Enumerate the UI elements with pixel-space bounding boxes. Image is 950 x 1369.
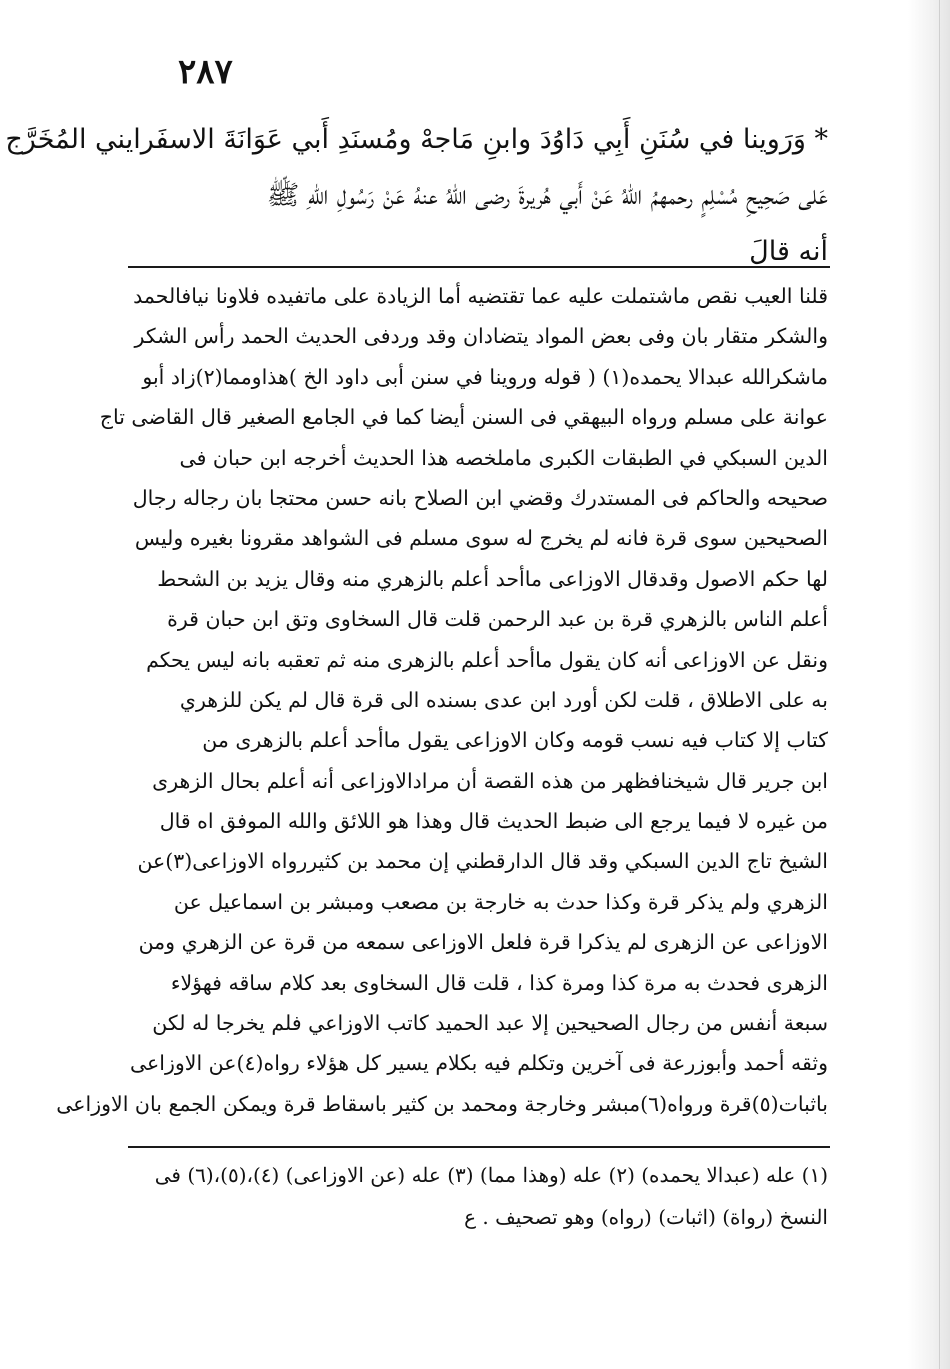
commentary-line: سبعة أنفس من رجال الصحيحين إلا عبد الحميد كاتب الاوزاعي فلم يخرجا له لكن (152, 1011, 828, 1036)
commentary-line: به على الاطلاق ، قلت لكن أورد ابن عدى بسنده الى قرة قال لم يكن للزهري (179, 687, 828, 712)
commentary-line: الزهرى فحدث به مرة كذا ومرة كذا ، قلت قال السخاوى بعد كلام ساقه فهؤلاء (170, 970, 828, 995)
commentary-line: صحيحه والحاكم فى المستدرك وقضي ابن الصلاح بانه حسن محتجا بان رجاله رجال (132, 485, 828, 510)
footnotes-block (132, 1154, 828, 1238)
commentary-line: باثبات(٥)قرة ورواه(٦)مبشر وخارجة ومحمد بن كثير باسقاط قرة ويمكن الجمع بان الاوزاعى (56, 1091, 828, 1116)
commentary-line: وثقه أحمد وأبوزرعة فى آخرين وتكلم فيه بكلام يسير كل هؤلاء رواه(٤)عن الاوزاعى (129, 1051, 828, 1076)
main-text-line: أنه قالَ (749, 236, 828, 267)
commentary-line: الصحيحين سوى قرة فانه لم يخرج له سوى مسلم فى الشواهد مقرونا بغيره وليس (134, 526, 828, 551)
top-divider (128, 266, 830, 268)
commentary-line: عوانة على مسلم ورواه البيهقي فى السنن أيضا كما في الجامع الصغير قال القاضى تاج (99, 405, 828, 430)
commentary-line: ماشكرالله عبدالا يحمده(١) ( قوله وروينا في سنن أبى داود الخ )هذاومما(٢)زاد أبو (142, 364, 828, 389)
binding-line (939, 0, 940, 1369)
main-text-line: عَلى صَحِيحِ مُسْلِمٍ رحمهمُ اللهُ عَنْ أَبي هُريرةَ رضى اللهُ عنهُ عَنْ رَسُولِ اللهِ ﷺ (266, 180, 828, 211)
commentary-line: الاوزاعى عن الزهرى لم يذكرا قرة فلعل الاوزاعى سمعه من قرة عن الزهري ومن (138, 930, 828, 955)
footnote-line: النسخ (رواة) (اثبات) (رواه) وهو تصحيف . ع (464, 1205, 828, 1229)
footnote-line: (١) عله (عبدالا يحمده) (٢) عله (وهذا مما) (٣) عله (عن الاوزاعى) (٤)،(٥)،(٦) فى (154, 1163, 828, 1187)
bottom-divider (128, 1146, 830, 1148)
commentary-line: ونقل عن الاوزاعى أنه كان يقول ماأحد أعلم بالزهرى منه ثم تعقبه بانه ليس يحكم (146, 647, 828, 672)
main-text-line: * وَرَوينا في سُنَنِ أَبِي دَاوُدَ وابنِ مَاجهْ ومُسنَدِ أَبي عَوَانَةَ الاسفَرايني المُخَرَّج (5, 124, 828, 155)
commentary-line: قلنا العيب نقص ماشتملت عليه عما تقتضيه أما الزيادة على ماتفيده فلاونا نيافالحمد (133, 284, 828, 308)
commentary-line: الدين السبكي في الطبقات الكبرى ماملخصه هذا الحديث أخرجه ابن حبان فى (179, 445, 828, 470)
commentary-line: أعلم الناس بالزهري قرة بن عبد الرحمن قلت قال السخاوى وتق ابن حبان قرة (167, 607, 828, 632)
commentary-block (56, 276, 828, 1124)
commentary-line: الزهري ولم يذكر قرة وكذا حدث به خارجة بن مصعب ومبشر بن اسماعيل عن (173, 889, 828, 914)
commentary-line: الشيخ تاج الدين السبكي وقد قال الدارقطني إن محمد بن كثيررواه الاوزاعى(٣)عن (137, 849, 828, 874)
commentary-line: ابن جرير قال شيخنافظهر من هذه القصة أن مرادالاوزاعى أنه أعلم بحال الزهرى (152, 768, 828, 793)
page-number: ٢٨٧ (178, 52, 233, 92)
commentary-line: من غيره لا فيما يرجع الى ضبط الحديث قال وهذا هو اللائق والله الموفق اه قال (159, 809, 828, 834)
commentary-line: والشكر متقار بان وفى بعض المواد يتضادان وقد وردفى الحديث الحمد رأس الشكر (134, 324, 828, 349)
commentary-line: كتاب إلا كتاب فيه نسب قومه وكان الاوزاعى يقول ماأحد أعلم بالزهرى من (202, 728, 828, 753)
page-edge-shadow (908, 0, 950, 1369)
main-text-block (5, 112, 828, 280)
commentary-line: لها حكم الاصول وقدقال الاوزاعى ماأحد أعلم بالزهري منه وقال يزيد بن الشحط (157, 566, 828, 591)
